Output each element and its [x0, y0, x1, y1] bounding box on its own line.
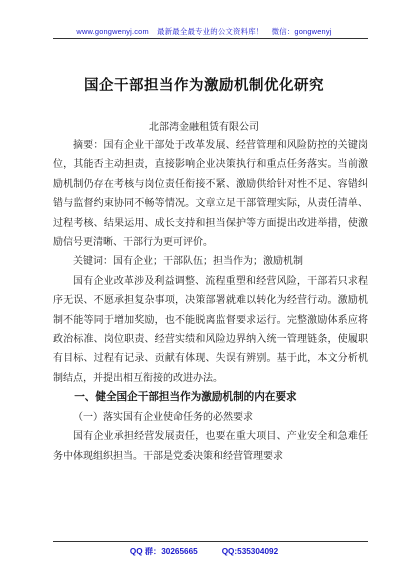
page-footer: [0, 546, 408, 557]
intro-paragraph: 国有企业改革涉及利益调整、流程重塑和经营风险，干部若只求程序无误、不愿承担复杂事项，决策部署就难以转化为经营行动。激励机制不能等同于增加奖励，也不能脱离监督要求运行。完整激励体系应将政治标准、岗位职责、经营实绩和风险边界纳入统一管理链条，使履职有目标、过程有记录、贡献有体现、失误有辨别。基于此，本文分析机制结点，并提出相互衔接的改进办法。: [53, 275, 368, 384]
page-header: [0, 26, 408, 37]
header-site[interactable]: www.gongwenyj.com: [76, 27, 149, 36]
abstract-paragraph: 摘要：国有企业干部处于改革发展、经营管理和风险防控的关键岗位，其能否主动担责，直接影响企业决策执行和重点任务落实。当前激励机制仍存在考核与岗位责任衔接不紧、激励供给针对性不足、容错纠错与监督约束协同不畅等情况。文章立足干部管理实际，从责任清单、过程考核、结果运用、成长支持和担当保护等方面提出改进举措，使激励信号更清晰、干部行为更可评价。: [53, 140, 368, 249]
header-divider: [53, 38, 368, 39]
header-wechat: 微信：gongwenyj: [271, 27, 332, 36]
header-slogan: 最新最全最专业的公文资料库！: [157, 27, 264, 36]
body-paragraph-1: 国有企业承担经营发展责任，也要在重大项目、产业安全和急难任务中体现组织担当。干部是党委决策和经营管理要求: [53, 431, 368, 462]
document-body: [53, 136, 368, 466]
keywords-paragraph: 关键词：国有企业；干部队伍；担当作为；激励机制: [73, 256, 303, 268]
document-author-org: 北部湾金融租赁有限公司: [149, 122, 259, 133]
footer-qq: QQ:535304092: [221, 547, 279, 556]
document-title: 国企干部担当作为激励机制优化研究: [84, 78, 324, 94]
footer-qq-group: QQ 群：30265665: [129, 547, 198, 556]
subsection-heading-1: （一）落实国有企业使命任务的必然要求: [73, 411, 253, 423]
footer-divider: [53, 541, 368, 542]
section-heading-1: 一、健全国企干部担当作为激励机制的内在要求: [74, 391, 297, 404]
